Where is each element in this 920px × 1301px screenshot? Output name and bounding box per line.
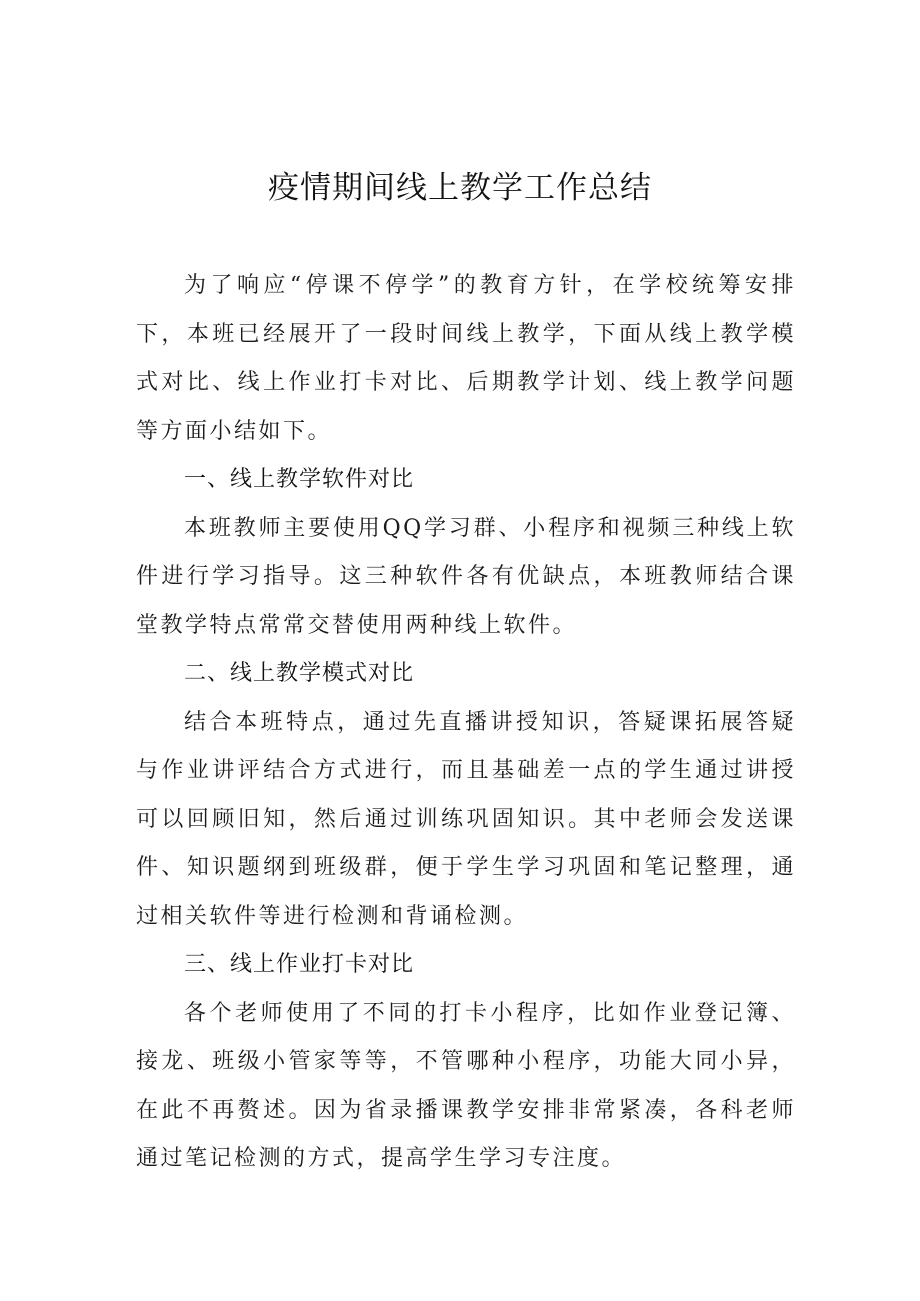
- document-body: [136, 262, 796, 1184]
- intro-paragraph: 为了响应“停课不停学”的教育方针，在学校统筹安排下，本班已经展开了一段时间线上教学，下面从线上教学模式对比、线上作业打卡对比、后期教学计划、线上教学问题等方面小结如下。: [136, 273, 796, 444]
- section-heading-homework: 三、线上作业打卡对比: [184, 952, 415, 977]
- section-heading-mode: 二、线上教学模式对比: [184, 661, 415, 686]
- section-paragraph-mode: 结合本班特点，通过先直播讲授知识，答疑课拓展答疑与作业讲评结合方式进行，而且基础差一点的学生通过讲授可以回顾旧知，然后通过训练巩固知识。其中老师会发送课件、知识题纲到班级群，便于学生学习巩固和笔记整理，通过相关软件等进行检测和背诵检测。: [136, 709, 796, 929]
- section-heading-software: 一、线上教学软件对比: [184, 467, 415, 492]
- page-title: 疫情期间线上教学工作总结: [268, 170, 652, 206]
- section-paragraph-software: 本班教师主要使用QQ学习群、小程序和视频三种线上软件进行学习指导。这三种软件各有优缺点，本班教师结合课堂教学特点常常交替使用两种线上软件。: [136, 515, 796, 638]
- section-paragraph-homework: 各个老师使用了不同的打卡小程序，比如作业登记簿、接龙、班级小管家等等，不管哪种小程序，功能大同小异，在此不再赘述。因为省录播课教学安排非常紧凑，各科老师通过笔记检测的方式，提高学生学习专注度。: [136, 1000, 796, 1171]
